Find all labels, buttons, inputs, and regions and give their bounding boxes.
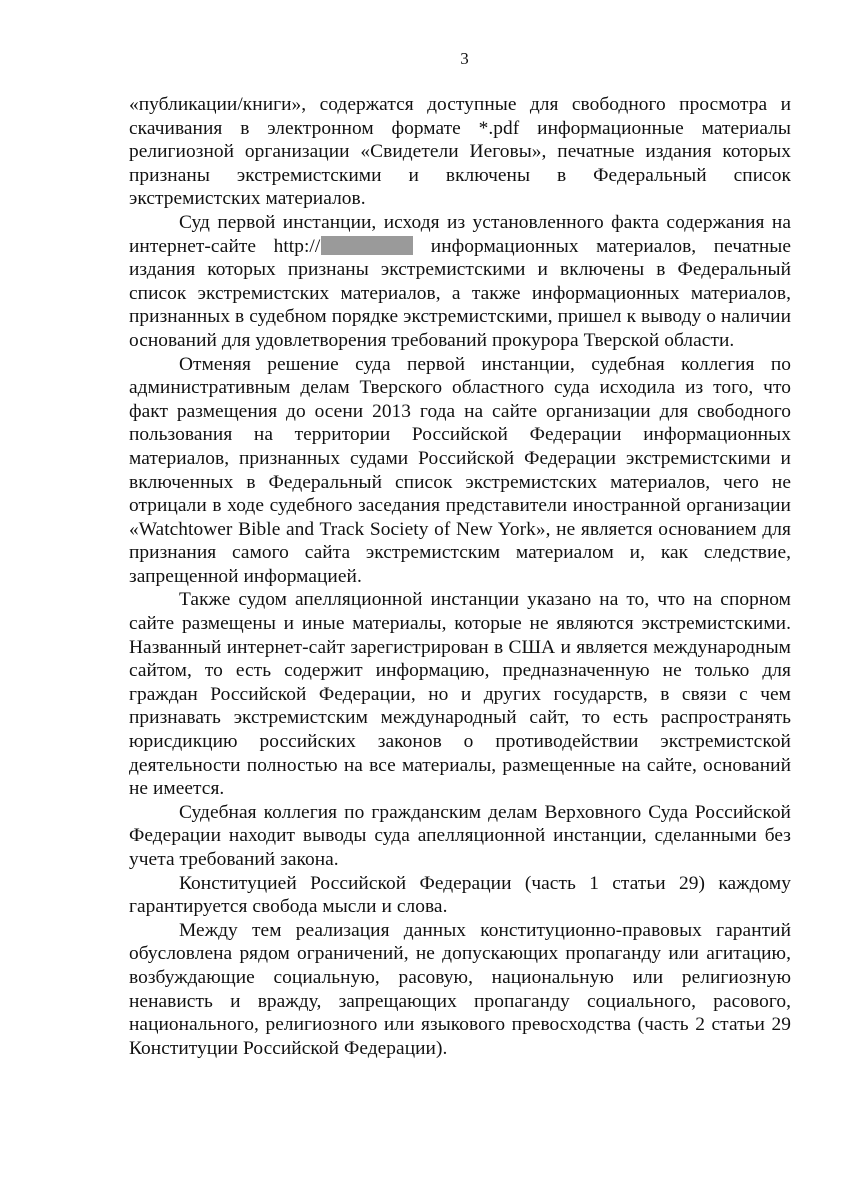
paragraph-2-after: информационных материалов, печатные издания которых признаны экстремистскими и включены в Федеральный список экстремистских материалов, а также информационных материалов, признанных в судебном порядке экстремистскими, пришел к выводу о наличии оснований для удовлетворения требований прокурора Тверской области. xyxy=(129,235,791,351)
page-number: 3 xyxy=(460,49,469,68)
paragraph-4: Также судом апелляционной инстанции указано на то, что на спорном сайте размещены и иные материалы, которые не являются экстремистскими. Названный интернет-сайт зарегистрирован в США и является международным сайтом, то есть содержит информацию, предназначенную не только для граждан Российской Федерации, но и других государств, в связи с чем признавать экстремистским международный сайт, то есть распространять юрисдикцию российских законов о противодействии экстремистской деятельности полностью на все материалы, размещенные на сайте, оснований не имеется. xyxy=(129,589,791,800)
paragraph-2 xyxy=(129,211,791,353)
paragraph-3: Отменяя решение суда первой инстанции, судебная коллегия по административным делам Тверского областного суда исходила из того, что факт размещения до осени 2013 года на сайте организации для свободного пользования на территории Российской Федерации информационных материалов, признанных судами Российской Федерации экстремистскими и включенных в Федеральный список экстремистских материалов, чего не отрицали в ходе судебного заседания представители иностранной организации «Watchtower Bible and Track Society of New York», не является основанием для признания самого сайта экстремистским материалом и, как следствие, запрещенной информацией. xyxy=(129,353,791,587)
paragraph-7: Между тем реализация данных конституционно-правовых гарантий обусловлена рядом ограничений, не допускающих пропаганду или агитацию, возбуждающие социальную, расовую, национальную или религиозную ненависть и вражду, запрещающих пропаганду социального, расового, национального, религиозного или языкового превосходства (часть 2 статьи 29 Конституции Российской Федерации). xyxy=(129,919,791,1059)
document-body xyxy=(129,93,791,1060)
paragraph-6: Конституцией Российской Федерации (часть 1 статьи 29) каждому гарантируется свобода мысли и слова. xyxy=(129,872,791,918)
paragraph-5: Судебная коллегия по гражданским делам Верховного Суда Российской Федерации находит выводы суда апелляционной инстанции, сделанными без учета требований закона. xyxy=(129,801,791,870)
paragraph-2-before: Суд первой инстанции, исходя из установленного факта содержания на интернет-сайте http:// xyxy=(129,211,791,257)
paragraph-1: «публикации/книги», содержатся доступные для свободного просмотра и скачивания в электронном формате *.pdf информационные материалы религиозной организации «Свидетели Иеговы», печатные издания которых признаны экстремистскими и включены в Федеральный список экстремистских материалов. xyxy=(129,94,791,210)
redacted-url-block xyxy=(321,236,413,255)
